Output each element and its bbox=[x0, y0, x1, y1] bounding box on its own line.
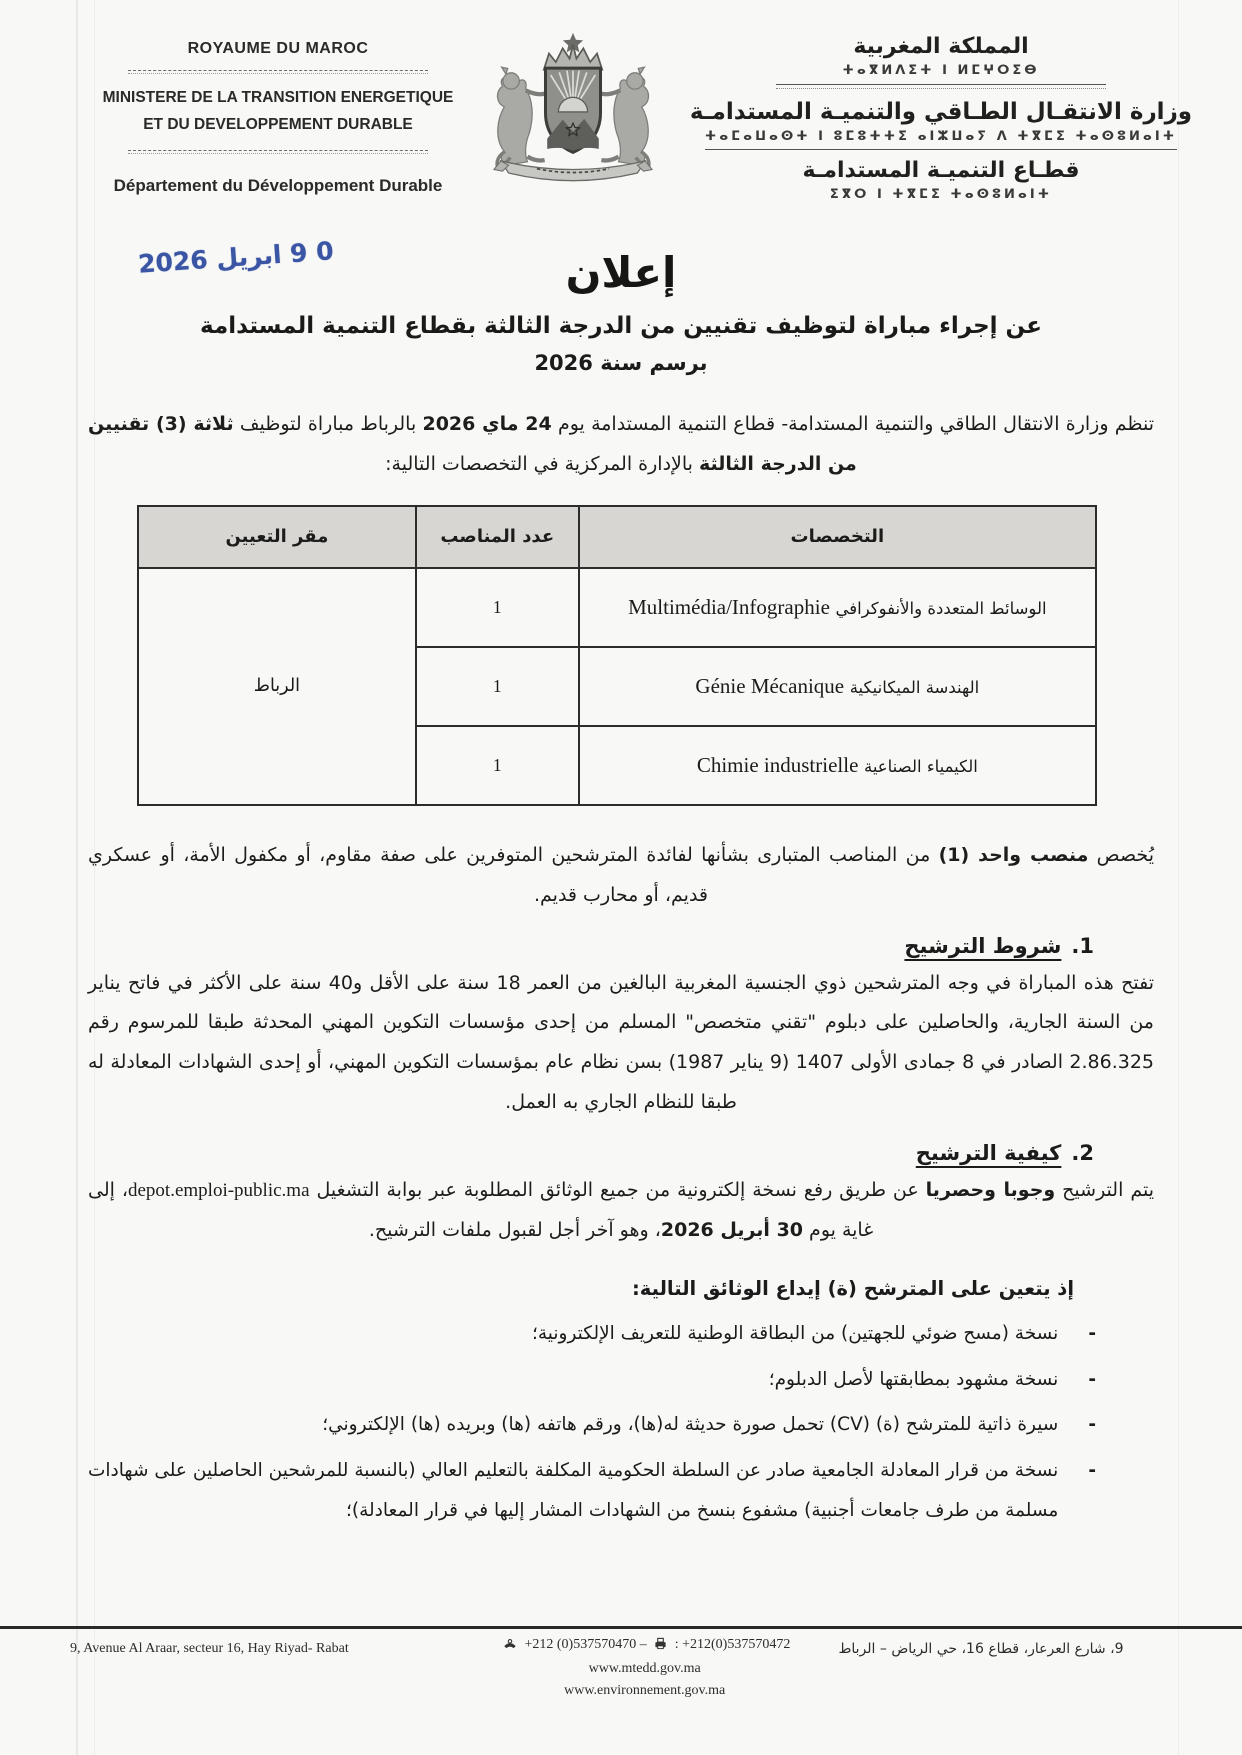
intro-text: تنظم وزارة الانتقال الطاقي والتنمية المستدامة- قطاع التنمية المستدامة يوم bbox=[551, 413, 1154, 435]
document-item: نسخة مشهود بمطابقتها لأصل الدبلوم؛ bbox=[768, 1368, 1059, 1390]
portal-url: depot.emploi-public.ma bbox=[128, 1180, 310, 1202]
note-text: من المناصب المتبارى بشأنها لفائدة المترشحين المتوفرين على صفة مقاوم، أو مكفول الأمة، أو عسكري قديم، أو محارب قديم. bbox=[88, 843, 939, 906]
header-divider bbox=[776, 84, 1106, 89]
list-item bbox=[88, 1360, 1096, 1400]
section1-heading bbox=[88, 934, 1094, 958]
footer-address-ar-wrap bbox=[832, 1637, 1208, 1657]
announcement-year-line: برسم سنة 2026 bbox=[534, 351, 708, 375]
phone-icon bbox=[503, 1637, 517, 1655]
ministry-title-fr-line1: MINISTERE DE LA TRANSITION ENERGETIQUE bbox=[102, 89, 454, 106]
footer-website-1: www.mtedd.gov.ma bbox=[588, 1661, 701, 1676]
header-divider bbox=[128, 70, 428, 74]
kingdom-title-ar: المملكة المغربية bbox=[853, 34, 1029, 59]
bullet-dash: - bbox=[1088, 1322, 1096, 1344]
section2-text: عن طريق رفع نسخة إلكترونية من جميع الوثائق المطلوبة عبر بوابة التشغيل bbox=[309, 1179, 926, 1202]
country-title-fr: ROYAUME DU MAROC bbox=[187, 40, 369, 57]
document-item: نسخة من قرار المعادلة الجامعية صادر عن السلطة الحكومية المكلفة بالتعليم العالي (بالنسبة للمرشحين الحاصلين على شهادات مسلمة من طرف جامعات أجنبية) مشفوع بنسخ من الشهادات المشار إليها في قرار المعادلة)؛ bbox=[88, 1460, 1059, 1521]
col-header-location: مقر التعيين bbox=[138, 506, 416, 568]
specialty-fr: Chimie industrielle bbox=[696, 752, 859, 777]
documents-intro: إذ يتعين على المترشح (ة) إيداع الوثائق التالية: bbox=[632, 1276, 1074, 1300]
intro-text: بالإدارة المركزية في التخصصات التالية: bbox=[385, 452, 699, 475]
footer-fax: +212(0)537570472 bbox=[682, 1637, 791, 1652]
footer-fax-colon: : bbox=[674, 1637, 679, 1652]
scan-fold-line bbox=[1178, 0, 1179, 1755]
footer-address-ar: 9، شارع العرعار، قطاع 16، حي الرياض – الرباط bbox=[838, 1641, 1124, 1657]
sector-title-ar: قطـاع التنميـة المستدامـة bbox=[802, 158, 1080, 183]
bullet-dash: - bbox=[1088, 1414, 1096, 1436]
note-text: يُخصص bbox=[1088, 843, 1154, 866]
specialty-fr: Génie Mécanique bbox=[695, 673, 845, 698]
reserved-position: منصب واحد (1) bbox=[938, 843, 1089, 866]
footer-phone-line bbox=[457, 1637, 833, 1655]
specialty-cell bbox=[579, 647, 1096, 726]
section1-title: شروط الترشيح bbox=[904, 933, 1062, 958]
col-header-positions: عدد المناصب bbox=[416, 506, 579, 568]
count-cell: 1 bbox=[416, 568, 579, 647]
letterhead-french-block bbox=[78, 30, 478, 196]
scan-fold-line bbox=[94, 0, 95, 1755]
bullet-dash: - bbox=[1088, 1368, 1096, 1390]
document-item: سيرة ذاتية للمترشح (ة) (CV) تحمل صورة حديثة له(ها)، ورقم هاتفه (ها) وبريده (ها) الإلكتروني؛ bbox=[322, 1414, 1059, 1436]
exam-date: 24 ماي 2026 bbox=[422, 413, 552, 435]
header-divider bbox=[128, 150, 428, 154]
specialty-cell bbox=[579, 568, 1096, 647]
footer-website-2: www.environnement.gov.ma bbox=[564, 1683, 726, 1698]
announcement-subtitle: عن إجراء مباراة لتوظيف تقنيين من الدرجة الثالثة بقطاع التنمية المستدامة bbox=[200, 313, 1042, 339]
specialty-ar: الوسائط المتعددة والأنفوكرافي bbox=[835, 598, 1047, 618]
intro-paragraph bbox=[88, 405, 1154, 485]
coat-of-arms-icon bbox=[478, 30, 668, 185]
count-cell: 1 bbox=[416, 647, 579, 726]
specialty-fr: Multimédia/Infographie bbox=[628, 594, 830, 619]
page-footer bbox=[0, 1626, 1242, 1705]
positions-table-wrap bbox=[0, 485, 1242, 806]
count-cell: 1 bbox=[416, 726, 579, 805]
section2-number: 2. bbox=[1071, 1141, 1094, 1166]
footer-phone: +212 (0)537570470 bbox=[524, 1637, 637, 1652]
received-date-stamp: 0 9 ابريل 2026 bbox=[137, 236, 335, 279]
documents-list bbox=[88, 1314, 1154, 1531]
ministry-title-fr-line2: ET DU DEVELOPPEMENT DURABLE bbox=[143, 116, 413, 134]
footer-contact bbox=[457, 1637, 833, 1705]
intro-text: بالرباط مباراة لتوظيف bbox=[233, 413, 423, 435]
scan-fold-line bbox=[76, 0, 78, 1755]
section2-body bbox=[88, 1171, 1154, 1251]
col-header-specialties: التخصصات bbox=[579, 506, 1096, 568]
section2-text: ، وهو آخر أجل لقبول ملفات الترشيح. bbox=[368, 1219, 661, 1242]
section2-text: ، إلى غاية يوم bbox=[88, 1179, 874, 1242]
specialty-ar: الهندسة الميكانيكية bbox=[849, 677, 980, 697]
list-item bbox=[88, 1405, 1096, 1445]
footer-separator: – bbox=[639, 1637, 647, 1652]
specialty-ar: الكيمياء الصناعية bbox=[863, 756, 978, 776]
list-item bbox=[88, 1451, 1096, 1531]
announcement-title: إعلان bbox=[565, 248, 677, 297]
sector-title-tifinagh: ⵉⴳⵔ ⵏ ⵜⴳⵎⵉ ⵜⴰⵙⵓⵍⴰⵏⵜ bbox=[829, 187, 1053, 202]
positions-count: ثلاثة (3) تقنيين من الدرجة الثالثة bbox=[88, 413, 857, 475]
location-cell: الرباط bbox=[138, 568, 416, 805]
section2-heading bbox=[88, 1141, 1094, 1165]
specialty-cell bbox=[579, 726, 1096, 805]
section2-text: يتم الترشيح bbox=[1055, 1179, 1154, 1202]
table-header-row bbox=[138, 506, 1096, 568]
positions-table bbox=[137, 505, 1097, 806]
list-item bbox=[88, 1314, 1096, 1354]
section1-body: تفتح هذه المباراة في وجه المترشحين ذوي الجنسية المغربية البالغين من العمر 18 سنة على الأقل و40 سنة على الأكثر في فاتح يناير من السنة الجارية، والحاصلين على دبلوم "تقني متخصص" المسلم من إحدى مؤسسات التكوين المهني المحدثة طبقا للمرسوم رقم 2.86.325 الصادر في 8 جمادى الأولى 1407 (9 يناير 1987) بسن نظام عام بمؤسسات التكوين المهني، أو إحدى الشهادات المعادلة له طبقا للنظام الجاري به العمل. bbox=[88, 971, 1155, 1114]
section2-title: كيفية الترشيح bbox=[915, 1141, 1062, 1166]
deadline-date: 30 أبريل 2026 bbox=[660, 1219, 804, 1242]
kingdom-title-tifinagh: ⵜⴰⴳⵍⴷⵉⵜ ⵏ ⵍⵎⵖⵔⵉⴱ bbox=[842, 63, 1040, 78]
bullet-dash: - bbox=[1088, 1460, 1096, 1482]
footer-address-fr: 9, Avenue Al Araar, secteur 16, Hay Riyad- Rabat bbox=[70, 1641, 349, 1656]
document-item: نسخة (مسح ضوئي للجهتين) من البطاقة الوطنية للتعريف الإلكترونية؛ bbox=[532, 1322, 1059, 1344]
letterhead bbox=[0, 0, 1242, 202]
letterhead-arabic-block bbox=[668, 30, 1214, 202]
announcement-body bbox=[0, 248, 1242, 1531]
allocation-note bbox=[88, 836, 1154, 916]
ministry-title-ar: وزارة الانتقـال الطـاقي والتنميـة المستدامـة bbox=[689, 99, 1193, 125]
table-row bbox=[138, 568, 1096, 647]
section1-number: 1. bbox=[1071, 933, 1094, 958]
ministry-title-tifinagh: ⵜⴰⵎⴰⵡⴰⵙⵜ ⵏ ⵓⵎⵓⵜⵜⵉ ⴰⵏⵣⵡⴰⵢ ⴷ ⵜⴳⵎⵉ ⵜⴰⵙⵓⵍⴰⵏⵜ bbox=[705, 129, 1177, 150]
department-title-fr: Département du Développement Durable bbox=[113, 176, 443, 196]
fax-icon bbox=[654, 1637, 667, 1655]
mandatory-emphasis: وجوبا وحصريا bbox=[925, 1179, 1056, 1202]
